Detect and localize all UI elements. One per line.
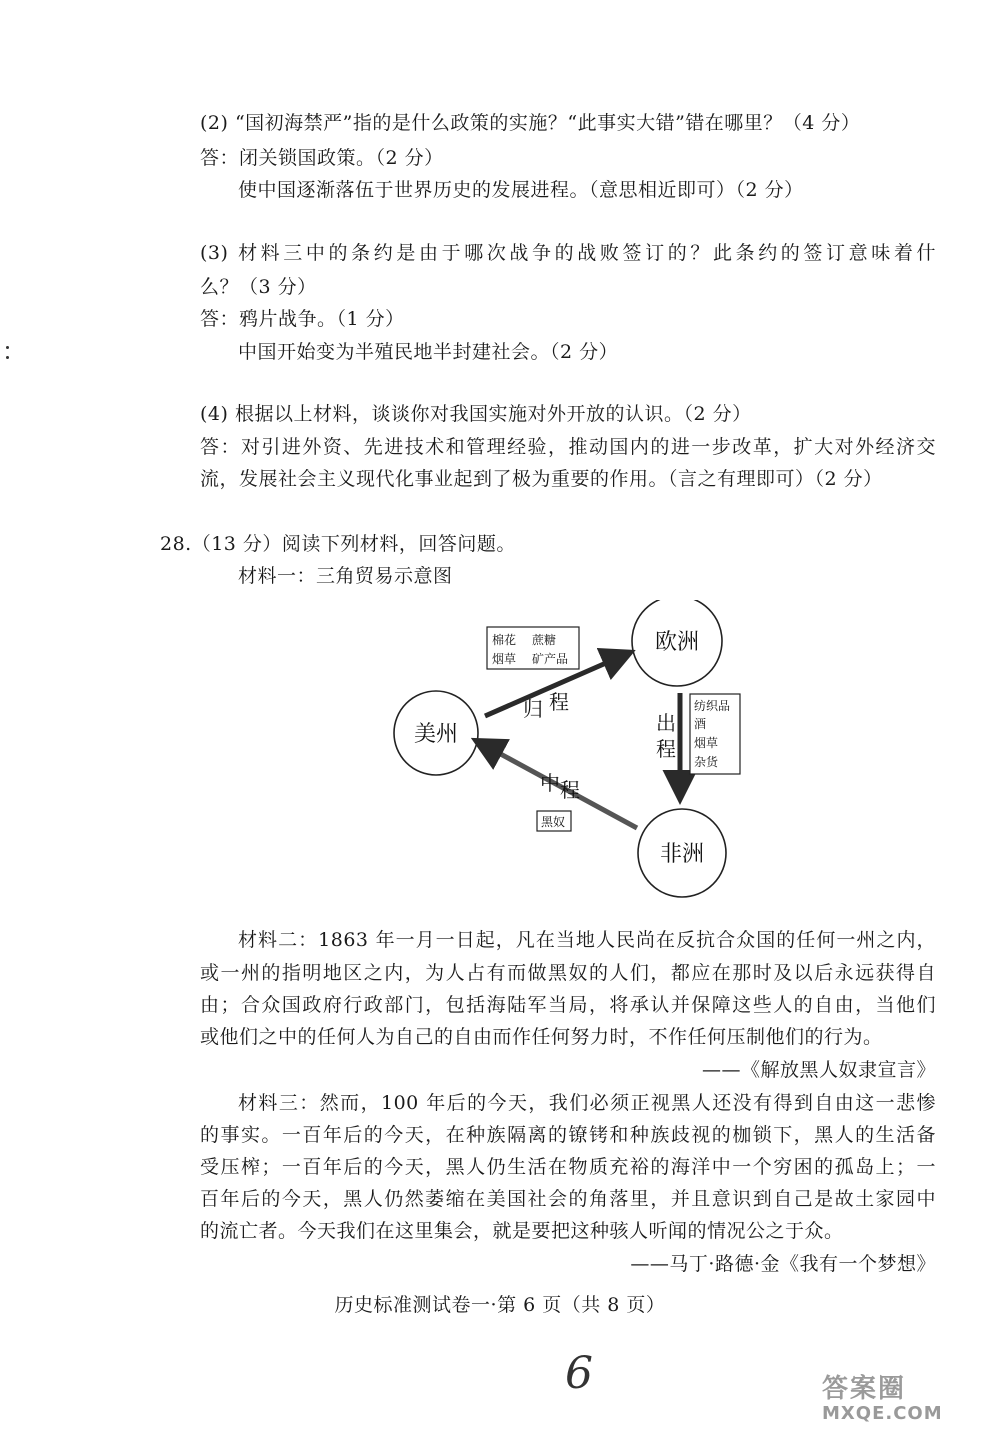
material3-source: ——马丁·路德·金《我有一个梦想》 (630, 1253, 936, 1275)
watermark-logo-text: 答案圈 (822, 1374, 907, 1404)
return-leg-char-1: 归 (523, 697, 543, 721)
outbound-leg-char-2: 程 (656, 737, 676, 761)
node-africa-label: 非洲 (659, 842, 705, 867)
middle-leg-char-1: 中 (540, 771, 560, 795)
return-leg-char-2: 程 (549, 690, 569, 714)
q2-question: (2) “国初海禁严”指的是什么政策的实施？“此事实大错”错在哪里？（4 分） (200, 112, 861, 134)
site-watermark (822, 1368, 984, 1424)
material2-source: ——《解放黑人奴隶宣言》 (701, 1059, 936, 1081)
return-goods-item: 矿产品 (532, 652, 569, 666)
outbound-goods-box (690, 694, 740, 774)
node-europe (632, 600, 722, 686)
outbound-goods-item: 烟草 (694, 736, 719, 750)
q2-answer-2: 使中国逐渐落伍于世界历史的发展进程。（意思相近即可）（2 分） (238, 179, 804, 201)
q4-answer-line2: 流，发展社会主义现代化事业起到了极为重要的作用。（言之有理即可）（2 分） (200, 468, 883, 490)
outbound-goods-item: 纺织品 (694, 699, 731, 713)
scan-speck (6, 346, 9, 349)
material3-line: 百年后的今天，黑人仍然萎缩在美国社会的角落里，并且意识到自己是故土家园中 (200, 1188, 936, 1210)
q3-answer-1: 答：鸦片战争。（1 分） (200, 308, 405, 330)
return-goods-box (487, 627, 579, 669)
middle-leg-char-2: 程 (560, 778, 580, 802)
q2-answer-1: 答：闭关锁国政策。（2 分） (200, 147, 444, 169)
return-goods-item: 烟草 (492, 652, 517, 666)
material3-line: 受压榨；一百年后的今天，黑人仍生活在物质充裕的海洋中一个穷困的孤岛上；一 (200, 1156, 936, 1178)
q28-header: 28.（13 分）阅读下列材料，回答问题。 (160, 533, 516, 555)
middle-goods-item: 黑奴 (541, 815, 566, 829)
material3-line: 的流亡者。今天我们在这里集会，就是要把这种骇人听闻的情况公之于众。 (200, 1220, 844, 1242)
outbound-leg-char-1: 出 (656, 711, 676, 735)
handwritten-page-number: 6 (565, 1348, 593, 1399)
outbound-goods-item: 杂货 (694, 755, 719, 769)
material1-title: 材料一：三角贸易示意图 (238, 565, 453, 587)
material2-line: 材料二：1863 年一月一日起，凡在当地人民尚在反抗合众国的任何一州之内， (238, 929, 936, 951)
node-americas-label: 美州 (413, 722, 459, 747)
material2-line: 或他们之中的任何人为自己的自由而作任何努力时，不作任何压制他们的行为。 (200, 1026, 883, 1048)
outbound-goods-item: 酒 (694, 717, 707, 731)
material3-line: 的事实。一百年后的今天，在种族隔离的镣铐和种族歧视的枷锁下，黑人的生活备 (200, 1124, 936, 1146)
watermark-url: MXQE.COM (822, 1403, 943, 1424)
q4-answer-line1: 答：对引进外资、先进技术和管理经验，推动国内的进一步改革，扩大对外经济交 (200, 436, 936, 458)
q4-question: (4) 根据以上材料，谈谈你对我国实施对外开放的认识。（2 分） (200, 403, 752, 425)
material2-line: 由；合众国政府行政部门，包括海陆军当局，将承认并保障这些人的自由，当他们 (200, 994, 936, 1016)
material3-line: 材料三：然而，100 年后的今天，我们必须正视黑人还没有得到自由这一悲惨 (238, 1092, 936, 1114)
material2-line: 或一州的指明地区之内，为人占有而做黑奴的人们，都应在那时及以后永远获得自 (200, 962, 936, 984)
page-footer: 历史标准测试卷一·第 6 页（共 8 页） (334, 1294, 666, 1316)
node-americas (394, 691, 478, 775)
node-europe-label: 欧洲 (654, 630, 700, 655)
q3-question-line2: 么？（3 分） (200, 276, 317, 298)
return-goods-item: 棉花 (492, 633, 517, 647)
scan-speck (6, 356, 9, 359)
return-goods-item: 蔗糖 (532, 633, 557, 647)
q3-answer-2: 中国开始变为半殖民地半封建社会。（2 分） (238, 341, 619, 363)
q3-question-line1: (3) 材料三中的条约是由于哪次战争的战败签订的？此条约的签订意味着什 (200, 242, 936, 264)
triangle-trade-diagram (380, 600, 760, 900)
node-africa (638, 809, 726, 897)
middle-goods-box (537, 811, 571, 831)
